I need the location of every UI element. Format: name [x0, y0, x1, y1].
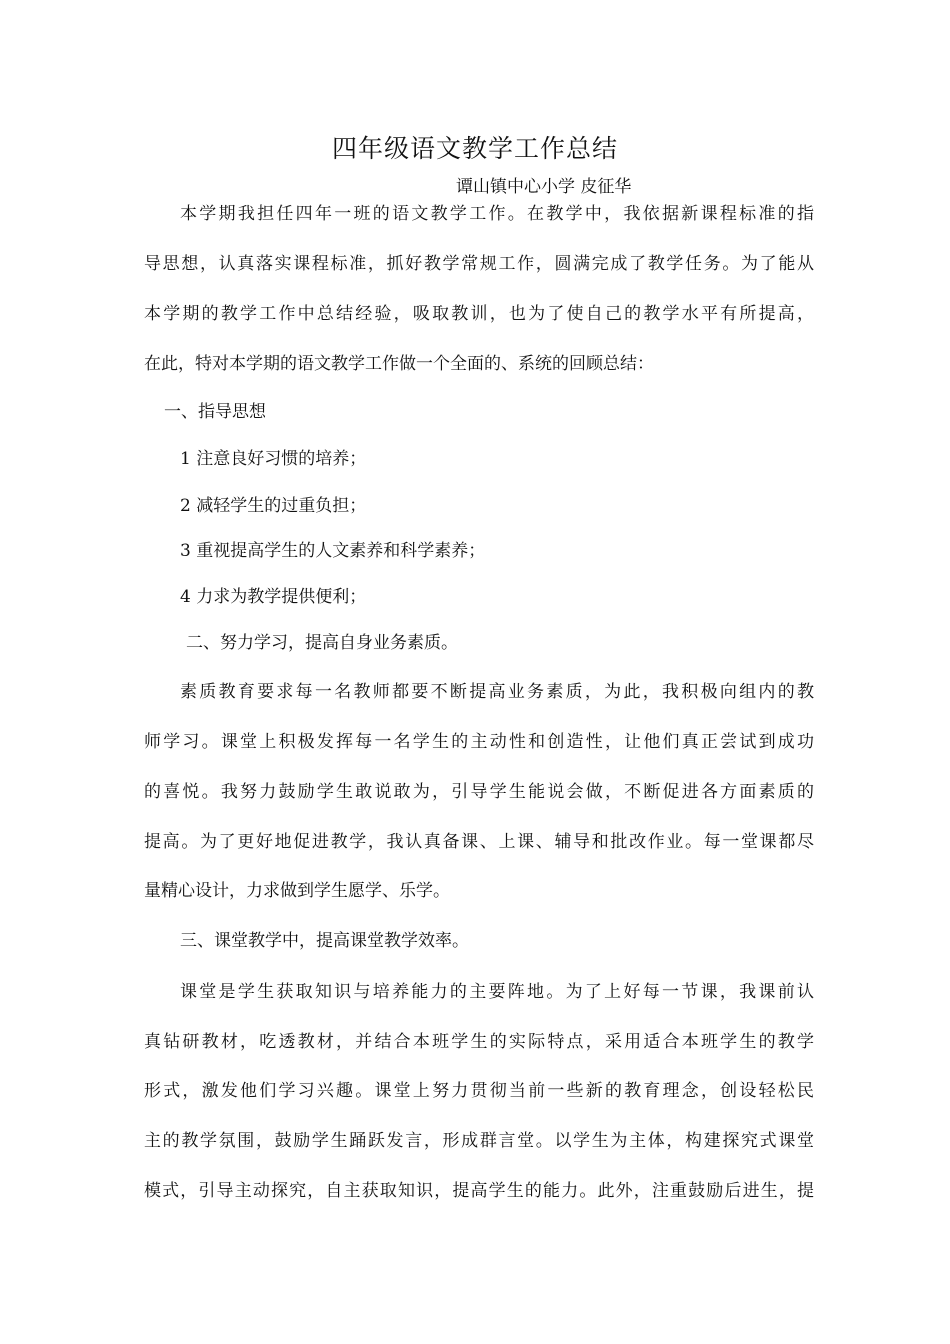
- document-title: 四年级语文教学工作总结: [331, 134, 618, 163]
- intro-line-3: 本学期的教学工作中总结经验，吸取教训，也为了使自己的教学水平有所提高，: [144, 304, 814, 324]
- section2-line-4: 提高。为了更好地促进教学，我认真备课、上课、辅导和批改作业。每一堂课都尽: [144, 832, 814, 852]
- section1-item-4: 4 力求为教学提供便利；: [180, 587, 367, 607]
- section2-heading: 二、努力学习，提高自身业务素质。: [186, 633, 458, 653]
- section3-line-1: 课堂是学生获取知识与培养能力的主要阵地。为了上好每一节课，我课前认: [180, 982, 814, 1002]
- section2-line-2: 师学习。课堂上积极发挥每一名学生的主动性和创造性，让他们真正尝试到成功: [144, 732, 814, 752]
- section3-line-4: 主的教学氛围，鼓励学生踊跃发言，形成群言堂。以学生为主体，构建探究式课堂: [144, 1131, 814, 1151]
- intro-line-1: 本学期我担任四年一班的语文教学工作。在教学中，我依据新课程标准的指: [180, 204, 814, 224]
- intro-line-4: 在此，特对本学期的语文教学工作做一个全面的、系统的回顾总结：: [144, 354, 654, 374]
- section1-heading: 一、指导思想: [164, 402, 266, 422]
- section1-item-2: 2 减轻学生的过重负担；: [180, 496, 367, 516]
- section3-heading: 三、课堂教学中，提高课堂教学效率。: [180, 931, 469, 951]
- section2-line-3: 的喜悦。我努力鼓励学生敢说敢为，引导学生能说会做，不断促进各方面素质的: [144, 782, 814, 802]
- section1-item-1: 1 注意良好习惯的培养；: [180, 449, 367, 469]
- section1-item-3: 3 重视提高学生的人文素养和科学素养；: [180, 541, 486, 561]
- section3-line-5: 模式，引导主动探究，自主获取知识，提高学生的能力。此外，注重鼓励后进生，提: [144, 1181, 814, 1201]
- section2-line-1: 素质教育要求每一名教师都要不断提高业务素质，为此，我积极向组内的教: [180, 682, 814, 702]
- section3-line-2: 真钻研教材，吃透教材，并结合本班学生的实际特点，采用适合本班学生的教学: [144, 1032, 814, 1052]
- section3-line-3: 形式，激发他们学习兴趣。课堂上努力贯彻当前一些新的教育理念，创设轻松民: [144, 1081, 814, 1101]
- intro-line-2: 导思想，认真落实课程标准，抓好教学常规工作，圆满完成了教学任务。为了能从: [144, 254, 814, 274]
- section2-line-5: 量精心设计，力求做到学生愿学、乐学。: [144, 881, 450, 901]
- document-author: 谭山镇中心小学 皮征华: [456, 177, 632, 197]
